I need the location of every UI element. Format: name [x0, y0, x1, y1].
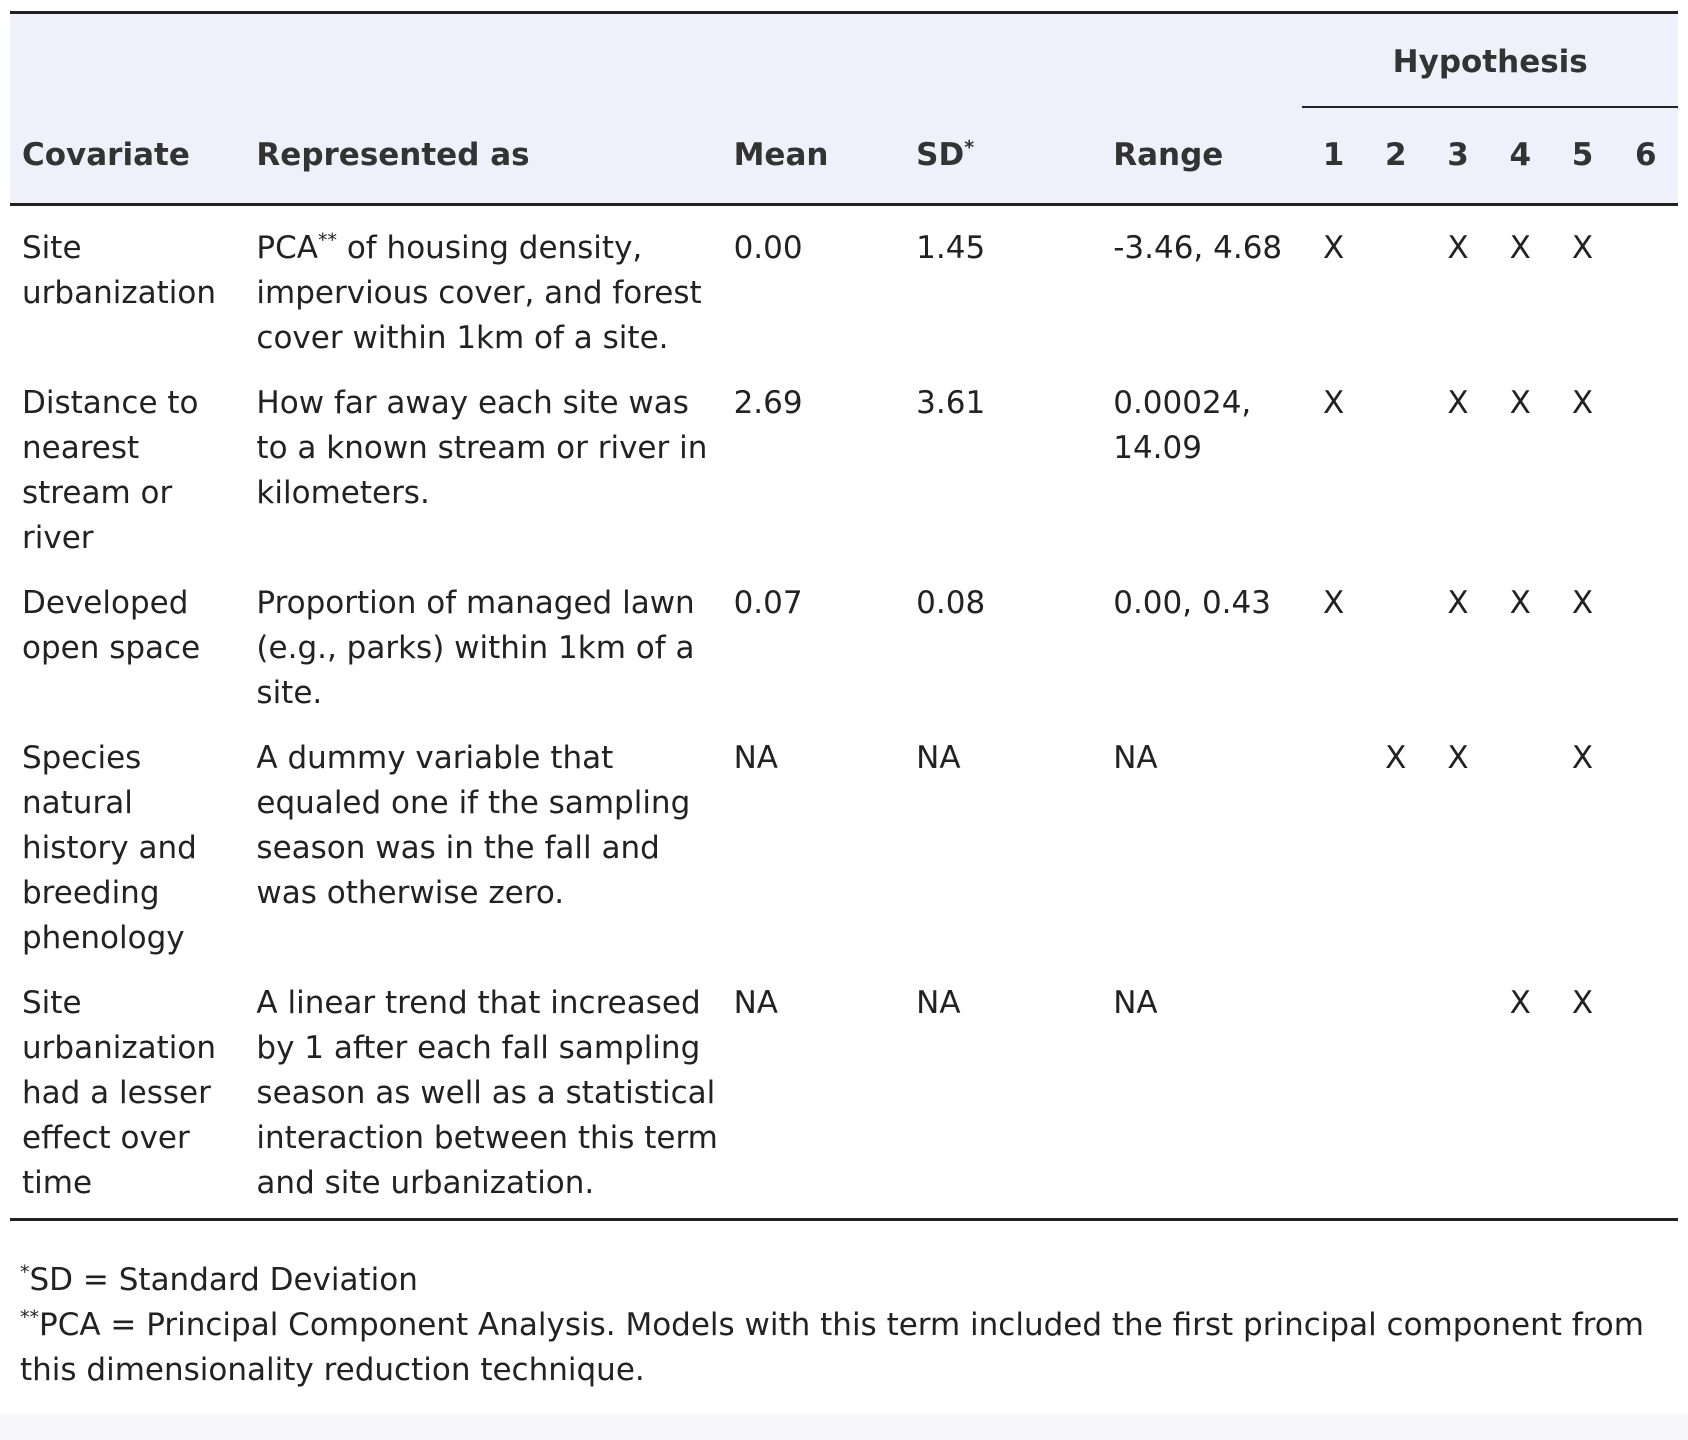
table-footnotes	[20, 1258, 1670, 1393]
cell-mean: 2.69	[733, 385, 803, 421]
cell-hypothesis-4: X	[1509, 385, 1531, 421]
cell-hypothesis-5: X	[1571, 385, 1594, 421]
cell-range: 0.00, 0.43	[1113, 585, 1271, 621]
cell-mean: NA	[733, 985, 778, 1021]
col-header-range: Range	[1113, 136, 1224, 173]
cell-covariate: Distance to nearest stream or river	[22, 385, 199, 556]
footnote-text: PCA = Principal Component Analysis. Models with this term included the first principal component from this dimensionality reduction technique.	[20, 1307, 1644, 1388]
cell-hypothesis-6	[1614, 205, 1678, 362]
cell-hypothesis-1	[1302, 716, 1364, 961]
cell-mean: NA	[733, 740, 778, 776]
footnote-sd	[20, 1258, 1670, 1303]
header-spacer	[10, 13, 1302, 108]
table-body	[10, 205, 1678, 1220]
cell-hypothesis-1	[1302, 961, 1364, 1220]
represented-as-text: of housing density, impervious cover, and forest cover within 1km of a site.	[256, 230, 702, 356]
cell-covariate: Site urbanization had a lesser effect over time	[22, 985, 216, 1201]
table-head	[10, 13, 1678, 205]
cell-sd: NA	[916, 985, 961, 1021]
table-row	[10, 716, 1678, 961]
cell-range: -3.46, 4.68	[1113, 230, 1283, 266]
cell-covariate: Site urbanization	[22, 230, 216, 311]
cell-represented-as: A dummy variable that equaled one if the sampling season was in the fall and was otherwise zero.	[256, 740, 691, 911]
cell-hypothesis-1: X	[1322, 230, 1345, 266]
col-header-sd-label: SD	[916, 136, 965, 173]
cell-hypothesis-2	[1365, 561, 1427, 716]
footnote-text: SD = Standard Deviation	[29, 1262, 418, 1298]
cell-hypothesis-6	[1614, 561, 1678, 716]
cell-range: 0.00024, 14.09	[1113, 385, 1252, 466]
col-header-covariate: Covariate	[22, 136, 190, 173]
cell-hypothesis-1: X	[1322, 385, 1345, 421]
cell-range: NA	[1113, 985, 1158, 1021]
group-header-row	[10, 13, 1678, 108]
cell-covariate: Species natural history and breeding phenology	[22, 740, 197, 956]
column-header-row	[10, 107, 1678, 205]
cell-represented-as: How far away each site was to a known stream or river in kilometers.	[256, 385, 708, 511]
cell-hypothesis-4: X	[1509, 230, 1531, 266]
footnote-pca	[20, 1303, 1670, 1393]
cell-hypothesis-3	[1427, 961, 1489, 1220]
cell-sd: NA	[916, 740, 961, 776]
cell-hypothesis-6	[1614, 716, 1678, 961]
cell-hypothesis-5: X	[1571, 585, 1594, 621]
footnote-marker: *	[20, 1261, 30, 1284]
pca-footnote-marker: **	[317, 229, 337, 252]
cell-hypothesis-4	[1489, 716, 1551, 961]
cell-hypothesis-5: X	[1571, 230, 1594, 266]
cell-sd: 3.61	[916, 385, 986, 421]
cell-hypothesis-6	[1614, 961, 1678, 1220]
cell-represented-as	[244, 205, 721, 362]
cell-hypothesis-4: X	[1509, 985, 1531, 1021]
table-row	[10, 561, 1678, 716]
col-header-mean: Mean	[733, 136, 829, 173]
col-header-represented-as: Represented as	[256, 136, 530, 173]
cell-hypothesis-2	[1365, 205, 1427, 362]
cell-sd: 1.45	[916, 230, 986, 266]
cell-range: NA	[1113, 740, 1158, 776]
col-header-sd	[904, 107, 1101, 205]
cell-hypothesis-2	[1365, 961, 1427, 1220]
cell-hypothesis-3: X	[1447, 740, 1469, 776]
cell-hypothesis-4: X	[1509, 585, 1531, 621]
footnote-marker: **	[20, 1306, 39, 1329]
cell-represented-as: Proportion of managed lawn (e.g., parks) within 1km of a site.	[256, 585, 695, 711]
sd-footnote-marker: *	[964, 136, 975, 159]
cell-hypothesis-3: X	[1447, 585, 1469, 621]
cell-hypothesis-5: X	[1571, 985, 1594, 1021]
cell-hypothesis-2	[1365, 361, 1427, 561]
cell-hypothesis-2: X	[1385, 740, 1407, 776]
cell-hypothesis-1: X	[1322, 585, 1345, 621]
cell-hypothesis-5: X	[1571, 740, 1594, 776]
pca-term: PCA	[256, 230, 318, 266]
cell-hypothesis-6	[1614, 361, 1678, 561]
col-header-hypothesis-6: 6	[1635, 137, 1657, 173]
col-header-hypothesis-5: 5	[1571, 137, 1594, 173]
col-header-hypothesis-2: 2	[1385, 137, 1407, 173]
covariate-table	[10, 11, 1678, 1221]
col-header-hypothesis-3: 3	[1447, 137, 1469, 173]
cell-represented-as: A linear trend that increased by 1 after each fall sampling season as well as a statistical interaction between this term and site urbanization.	[256, 985, 718, 1201]
cell-hypothesis-3: X	[1447, 230, 1469, 266]
cell-mean: 0.00	[733, 230, 803, 266]
cell-hypothesis-3: X	[1447, 385, 1469, 421]
table-row	[10, 205, 1678, 362]
table-row	[10, 361, 1678, 561]
cell-sd: 0.08	[916, 585, 986, 621]
col-header-hypothesis-4: 4	[1509, 137, 1532, 173]
col-header-hypothesis-1: 1	[1322, 137, 1345, 173]
table-row	[10, 961, 1678, 1220]
cell-covariate: Developed open space	[22, 585, 201, 666]
hypothesis-group-header: Hypothesis	[1302, 13, 1678, 108]
cell-mean: 0.07	[733, 585, 803, 621]
